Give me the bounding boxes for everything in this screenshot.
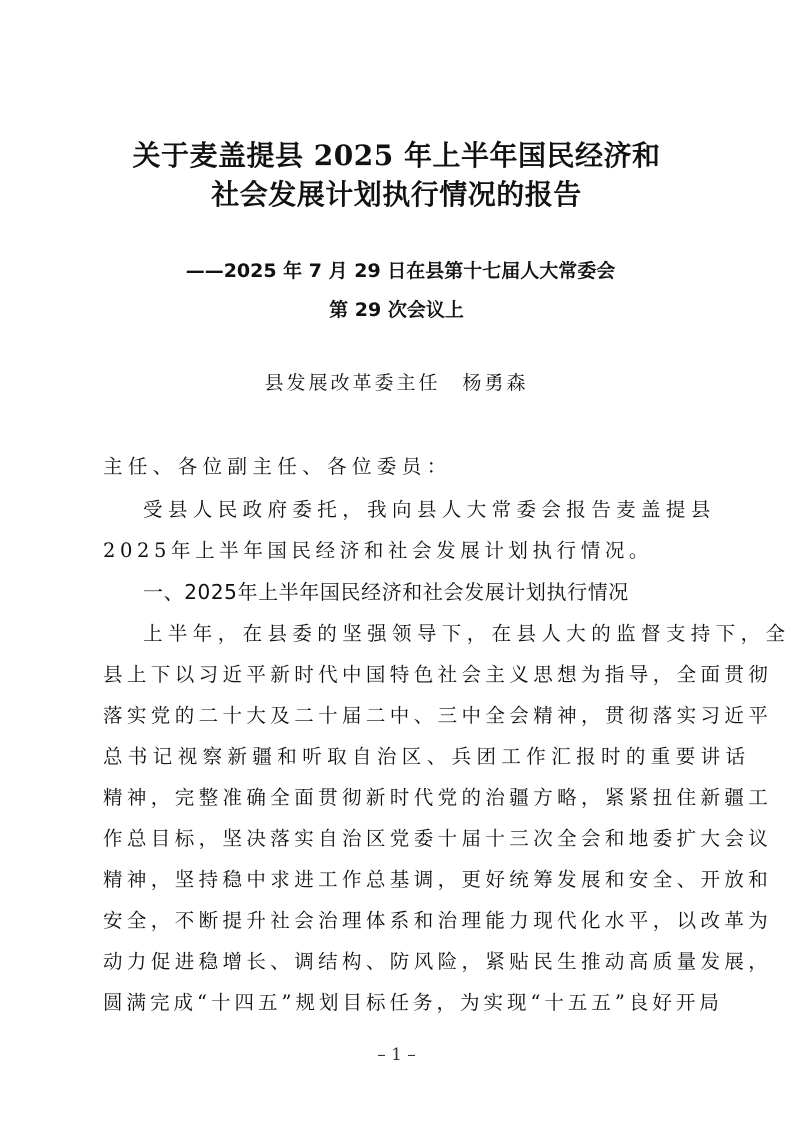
- document-subtitle-line-2: 第 29 次会议上: [329, 299, 464, 321]
- paragraph-line-7: 精神，坚持稳中求进工作总基调，更好统筹发展和安全、开放和: [103, 868, 773, 891]
- author-position: 县发展改革委主任: [264, 372, 441, 394]
- document-title-line-1: 关于麦盖提县 2025 年上半年国民经济和: [132, 139, 661, 172]
- intro-line-1: 受县人民政府委托，我向县人大常委会报告麦盖提县: [143, 498, 716, 521]
- paragraph-line-9: 动力促进稳增长、调结构、防风险，紧贴民生推动高质量发展，: [103, 950, 773, 973]
- author-line: [0, 369, 793, 397]
- document-title-line-2: 社会发展计划执行情况的报告: [211, 178, 582, 211]
- section-heading: 一、2025年上半年国民经济和社会发展计划执行情况: [143, 580, 629, 604]
- intro-line-2: 2025年上半年国民经济和社会发展计划执行情况。: [103, 539, 654, 562]
- salutation: 主任、各位副主任、各位委员：: [103, 455, 452, 478]
- paragraph-line-8: 安全，不断提升社会治理体系和治理能力现代化水平，以改革为: [103, 909, 773, 932]
- paragraph-line-10: 圆满完成“十四五”规划目标任务，为实现“十五五”良好开局: [103, 991, 723, 1014]
- paragraph-line-1: 上半年，在县委的坚强领导下，在县人大的监督支持下，全: [143, 622, 791, 645]
- author-name: 杨勇森: [462, 372, 529, 394]
- paragraph-line-3: 落实党的二十大及二十届二中、三中全会精神，贯彻落实习近平: [103, 704, 773, 727]
- paragraph-line-6: 作总目标，坚决落实自治区党委十届十三次全会和地委扩大会议: [103, 827, 773, 850]
- document-subtitle-line-1: ——2025 年 7 月 29 日在县第十七届人大常委会: [185, 260, 616, 282]
- page-number: – 1 –: [377, 1045, 416, 1065]
- paragraph-line-5: 精神，完整准确全面贯彻新时代党的治疆方略，紧紧扭住新疆工: [103, 786, 773, 809]
- paragraph-line-4: 总书记视察新疆和听取自治区、兵团工作汇报时的重要讲话: [103, 745, 751, 768]
- paragraph-line-2: 县上下以习近平新时代中国特色社会主义思想为指导，全面贯彻: [103, 663, 773, 686]
